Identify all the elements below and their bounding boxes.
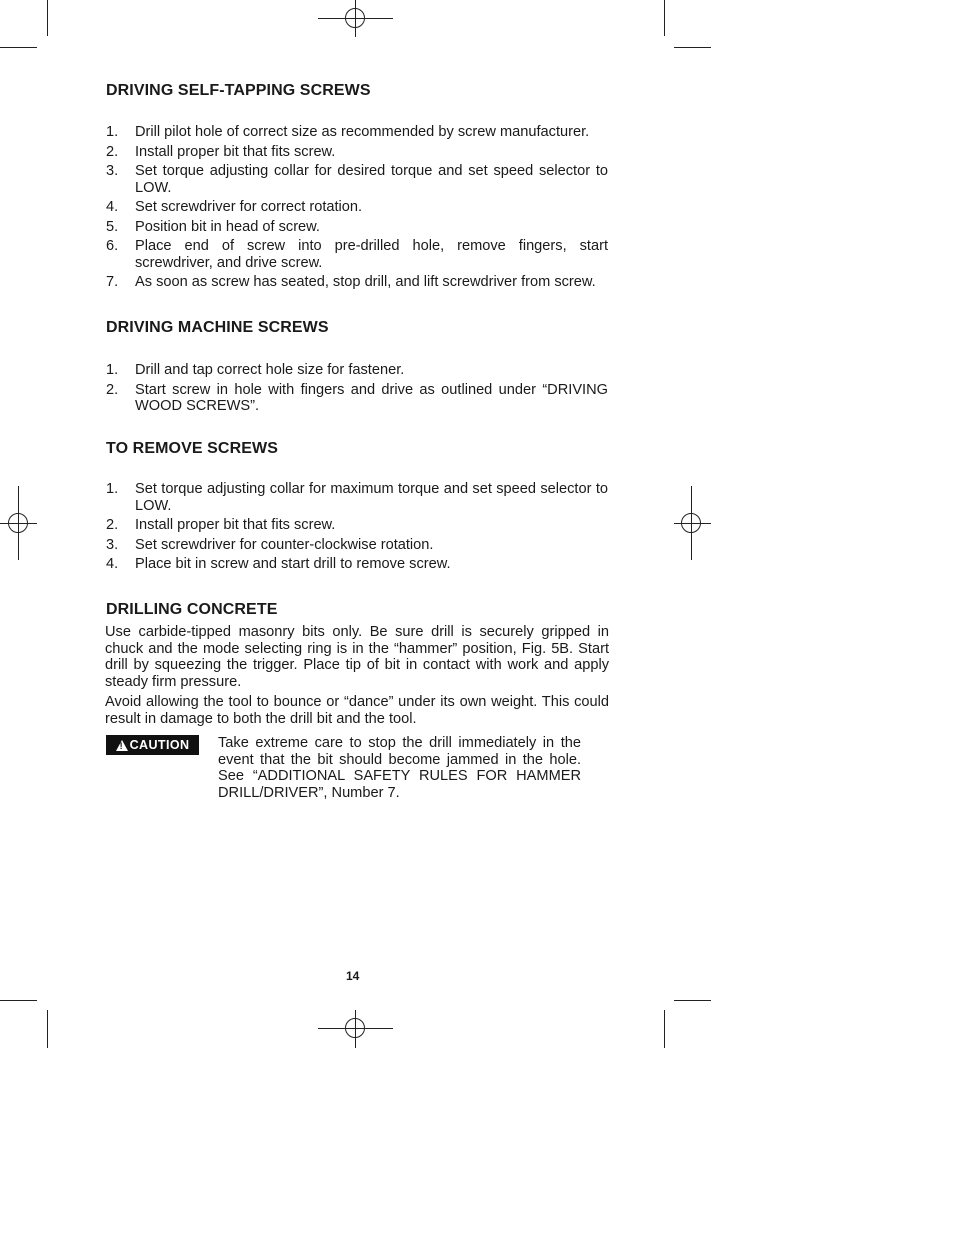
crop-mark: [0, 1000, 37, 1001]
section-heading-self-tapping: DRIVING SELF-TAPPING SCREWS: [106, 82, 371, 99]
page-number: 14: [346, 969, 360, 983]
list-item: 2. Install proper bit that fits screw.: [106, 143, 336, 160]
list-item: 4. Place bit in screw and start drill to remove screw.: [106, 556, 451, 572]
crop-mark: [674, 47, 711, 48]
crop-mark: [0, 47, 37, 48]
section-heading-remove-screws: TO REMOVE SCREWS: [106, 440, 278, 457]
list-item: 4. Set screwdriver for correct rotation.: [106, 199, 363, 215]
crop-mark: [47, 1010, 48, 1048]
machine-screws-steps: [106, 362, 608, 418]
list-item: 7. As soon as screw has seated, stop drill, and lift screwdriver from screw.: [106, 274, 596, 290]
remove-screws-steps: [106, 481, 608, 576]
list-item: 1. Drill and tap correct hole size for fastener.: [106, 362, 405, 378]
list-item: 2. Install proper bit that fits screw.: [106, 517, 336, 533]
list-item: 5. Position bit in head of screw.: [106, 218, 320, 235]
section-heading-drilling-concrete: DRILLING CONCRETE: [106, 601, 278, 618]
warning-triangle-icon: [116, 740, 128, 751]
crop-mark: [664, 0, 665, 36]
section-heading-machine-screws: DRIVING MACHINE SCREWS: [106, 319, 329, 336]
list-item: 3. Set torque adjusting collar for desired torque and set speed selector to LOW.: [106, 163, 608, 196]
crop-mark: [674, 1000, 711, 1001]
caution-text: Take extreme care to stop the drill immediately in the event that the bit should become jammed in the hole. See “ADDITIONAL SAFETY RULES FOR HAMMER DRILL/DRIVER”, Number 7.: [218, 735, 581, 801]
crop-mark: [664, 1010, 665, 1048]
list-item: 6. Place end of screw into pre-drilled hole, remove fingers, start screwdriver, and drive screw.: [106, 238, 608, 271]
concrete-paragraph-2: Avoid allowing the tool to bounce or “dance” under its own weight. This could result in damage to both the drill bit and the tool.: [105, 694, 609, 727]
list-item: 1. Set torque adjusting collar for maximum torque and set speed selector to LOW.: [106, 481, 608, 514]
list-item: 3. Set screwdriver for counter-clockwise rotation.: [106, 536, 434, 553]
concrete-paragraph-1: Use carbide-tipped masonry bits only. Be sure drill is securely gripped in chuck and the mode selecting ring is in the “hammer” position, Fig. 5B. Start drill by squeezing the trigger. Place tip of bit in contact with work and apply steady firm pressure.: [105, 624, 609, 690]
list-item: 1. Drill pilot hole of correct size as recommended by screw manufacturer.: [106, 124, 590, 140]
caution-label: CAUTION: [129, 738, 190, 752]
list-item: 2. Start screw in hole with fingers and drive as outlined under “DRIVING WOOD SCREWS”.: [106, 381, 608, 414]
caution-badge: [106, 735, 199, 755]
self-tapping-steps: [106, 124, 608, 294]
crop-mark: [47, 0, 48, 36]
